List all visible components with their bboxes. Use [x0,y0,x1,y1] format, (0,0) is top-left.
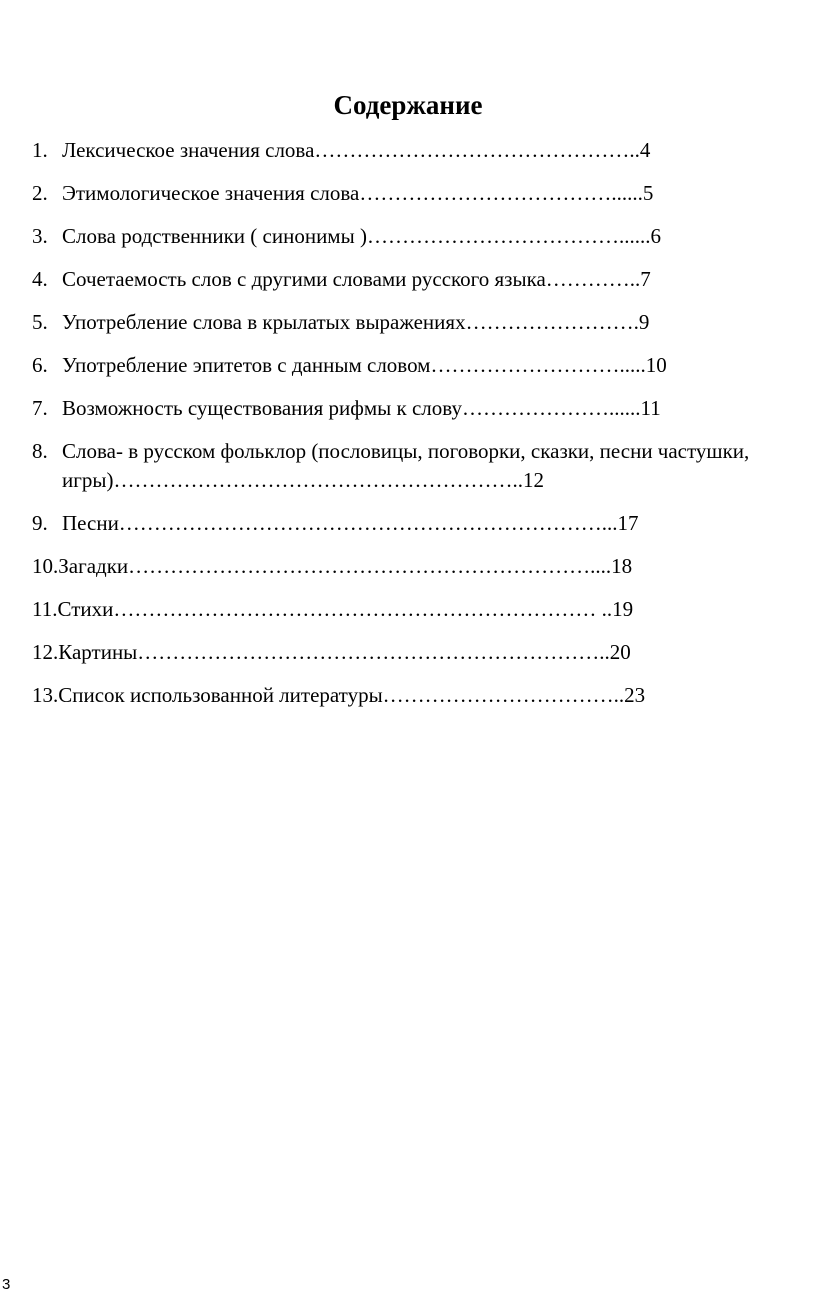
toc-item-text: Употребление слова в крылатых выражениях…………………….9 [62,310,650,334]
toc-item-text: Лексическое значения слова………………………………………..4 [62,138,651,162]
toc-item-text: Картины…………………………………………………………..20 [58,640,631,664]
toc-item [32,681,772,710]
toc-item [32,394,772,423]
toc-item [32,222,772,251]
toc-item [32,509,772,538]
toc-item-number: 4. [32,267,48,291]
toc-item-number: 3. [32,224,48,248]
toc-item [32,437,772,495]
toc-item-text: Этимологическое значения слова………………………………......5 [62,181,654,205]
toc-item-number: 2. [32,181,48,205]
toc-item-number: 5. [32,310,48,334]
toc-item-number: 10. [32,554,59,578]
toc-item-number: 13. [32,683,59,707]
page-number: 3 [2,1276,11,1293]
toc-item-number: 7. [32,396,48,420]
toc-item-text: Стихи…………………………………………………………… ..19 [57,597,634,621]
toc-item [32,136,772,165]
toc-item-number: 9. [32,511,48,535]
toc-item-text: Загадки…………………………………………………………....18 [58,554,633,578]
toc-item-text: Слова- в русском фольклор (пословицы, поговорки, сказки, песни частушки, игры)…………………………………………………..12 [62,439,755,492]
toc-item [32,308,772,337]
toc-item [32,351,772,380]
toc-item-number: 8. [32,439,48,463]
toc-item-number: 6. [32,353,48,377]
toc-item-text: Возможность существования рифмы к слову…………………......11 [62,396,661,420]
page-title: Содержание [333,90,483,120]
toc-item [32,552,772,581]
toc-item-number: 12. [32,640,59,664]
toc-item-number: 1. [32,138,48,162]
toc-item-text: Список использованной литературы……………………………..23 [58,683,646,707]
toc-item [32,595,772,624]
toc-item [32,179,772,208]
table-of-contents [32,136,772,724]
toc-item-number: 11. [32,597,58,621]
toc-item-text: Слова родственники ( синонимы )………………………………......6 [62,224,661,248]
toc-item [32,265,772,294]
toc-item-text: Сочетаемость слов с другими словами русского языка…………..7 [62,267,651,291]
toc-item [32,638,772,667]
toc-item-text: Употребление эпитетов с данным словом……………………….....10 [62,353,667,377]
toc-item-text: Песни……………………………………………………………...17 [62,511,639,535]
